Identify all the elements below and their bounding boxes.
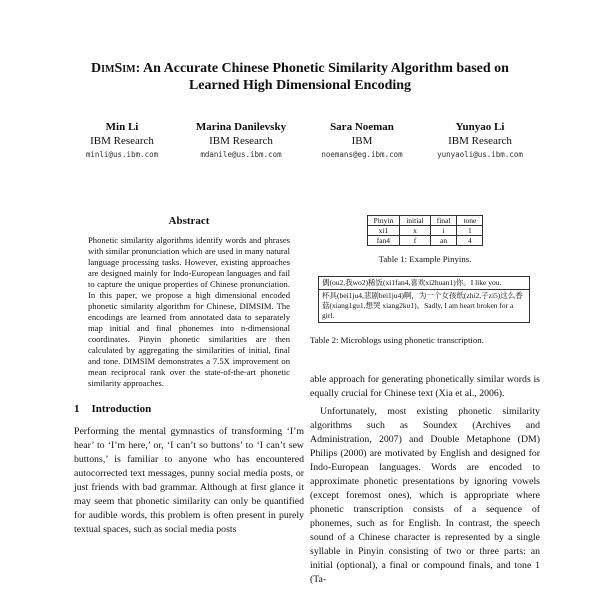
author-2 xyxy=(176,120,306,162)
table-2-caption: Table 2: Microblogs using phonetic transcription. xyxy=(310,335,484,345)
table-cell: xi1 xyxy=(367,226,400,236)
table-cell: f xyxy=(400,236,431,246)
author-name: Marina Danilevsky xyxy=(195,121,287,133)
table-cell: an xyxy=(430,236,457,246)
author-email[interactable]: mdanile@us.ibm.com xyxy=(200,150,282,159)
table-row xyxy=(367,236,483,246)
title-line-1: : An Accurate Chinese Phonetic Similarity Algorithm based on xyxy=(135,61,509,76)
author-email[interactable]: yunyaoli@us.ibm.com xyxy=(437,150,523,159)
right-body-text xyxy=(310,373,540,587)
intro-text: Performing the mental gymnastics of transforming ‘I’m hear’ to ‘I’m here,’ or, ‘I can’t so buttons’ to ‘I can’t sew buttons,’ is familiar to anyone who has encountered autocorrected text messages, punny social media posts, or just friends with bad grammar. Although at first glance it may seem that phonetic similarity can only be quantified for audible words, this problem is often present in purely textual spaces, such as social media posts xyxy=(74,426,304,535)
paragraph: able approach for generating phonetically similar words is equally crucial for Chinese text (Xia et al., 2006). xyxy=(310,374,540,399)
microblog-row: 偶(ou2,我wo2)稀饭(xi1fan4,喜欢xi2huan1)你。I like you. xyxy=(322,278,502,287)
author-block xyxy=(0,120,600,170)
abstract-heading: Abstract xyxy=(168,215,210,227)
table-1-caption: Table 1: Example Pinyins. xyxy=(378,254,472,264)
section-title: Introduction xyxy=(91,403,152,415)
microblog-row: 杯具(bei1ju4,悲剧bei1ju4)啊，为一个女孩纸(zhi2,子zi5)这么香菇(xiang1gu1,想哭 xiang2ku1)。Sadly, I am heart broken for a girl. xyxy=(319,289,529,322)
microblog-table xyxy=(318,276,530,323)
author-name: Min Li xyxy=(105,121,139,133)
paragraph: Unfortunately, most existing phonetic similarity algorithms such as Soundex (Archives and Administration, 2007) and Double Metaphone (DM) Philips (2000) are motivated by English and designed for Indo-European languages. Words are encoded to approximate phonetic presentations by ignoring vowels (except foremost ones), which is appropriate where phonetic transcription consists of a sequence of phonemes, such as for English. In contrast, the speech sound of a Chinese character is represented by a single syllable in Pinyin consisting of two or three parts: an initial (optional), a final or compound finals, and tone 1 (Ta- xyxy=(310,406,540,585)
title-acronym: DimSim xyxy=(91,61,136,76)
intro-heading xyxy=(74,403,304,415)
table-cell: 1 xyxy=(457,226,483,236)
table-cell: 4 xyxy=(457,236,483,246)
author-affiliation: IBM Research xyxy=(209,135,273,147)
author-name: Yunyao Li xyxy=(455,121,505,133)
table-cell: i xyxy=(430,226,457,236)
table-cell: fan4 xyxy=(367,236,400,246)
author-email[interactable]: noemans@eg.ibm.com xyxy=(321,150,403,159)
table-header: tone xyxy=(457,216,483,226)
table-header-row xyxy=(367,216,483,226)
author-1 xyxy=(57,120,187,162)
table-cell: x xyxy=(400,226,431,236)
left-column xyxy=(74,215,304,537)
author-affiliation: IBM Research xyxy=(90,135,154,147)
author-3 xyxy=(297,120,427,162)
author-affiliation: IBM xyxy=(351,135,373,147)
section-number: 1 xyxy=(74,403,80,415)
table-header: Pinyin xyxy=(367,216,400,226)
right-column xyxy=(310,215,540,591)
table-header: final xyxy=(430,216,457,226)
title-line-2: Learned High Dimensional Encoding xyxy=(188,78,412,93)
author-email[interactable]: minli@us.ibm.com xyxy=(85,150,159,159)
author-name: Sara Noeman xyxy=(330,121,394,133)
pinyin-table xyxy=(367,215,484,246)
table-row xyxy=(367,226,483,236)
author-affiliation: IBM Research xyxy=(448,135,512,147)
abstract-text: Phonetic similarity algorithms identify words and phrases with similar pronunciation which are used in many natural language processing tasks. However, existing approaches are designed mainly for Indo-European languages and fail to capture the unique properties of Chinese pronunciation. In this paper, we propose a high dimensional encoded phonetic similarity algorithm for Chinese, DIMSIM. The encodings are learned from annotated data to separately map initial and final phonemes into n-dimensional coordinates. Pinyin phonetic similarities are then calculated by aggregating the similarities of initial, final and tone. DIMSIM demonstrates a 7.5X improvement on mean reciprocal rank over the state-of-the-art phonetic similarity approaches. xyxy=(88,235,290,388)
paper-title xyxy=(40,60,560,94)
author-4 xyxy=(415,120,545,162)
table-header: initial xyxy=(400,216,431,226)
